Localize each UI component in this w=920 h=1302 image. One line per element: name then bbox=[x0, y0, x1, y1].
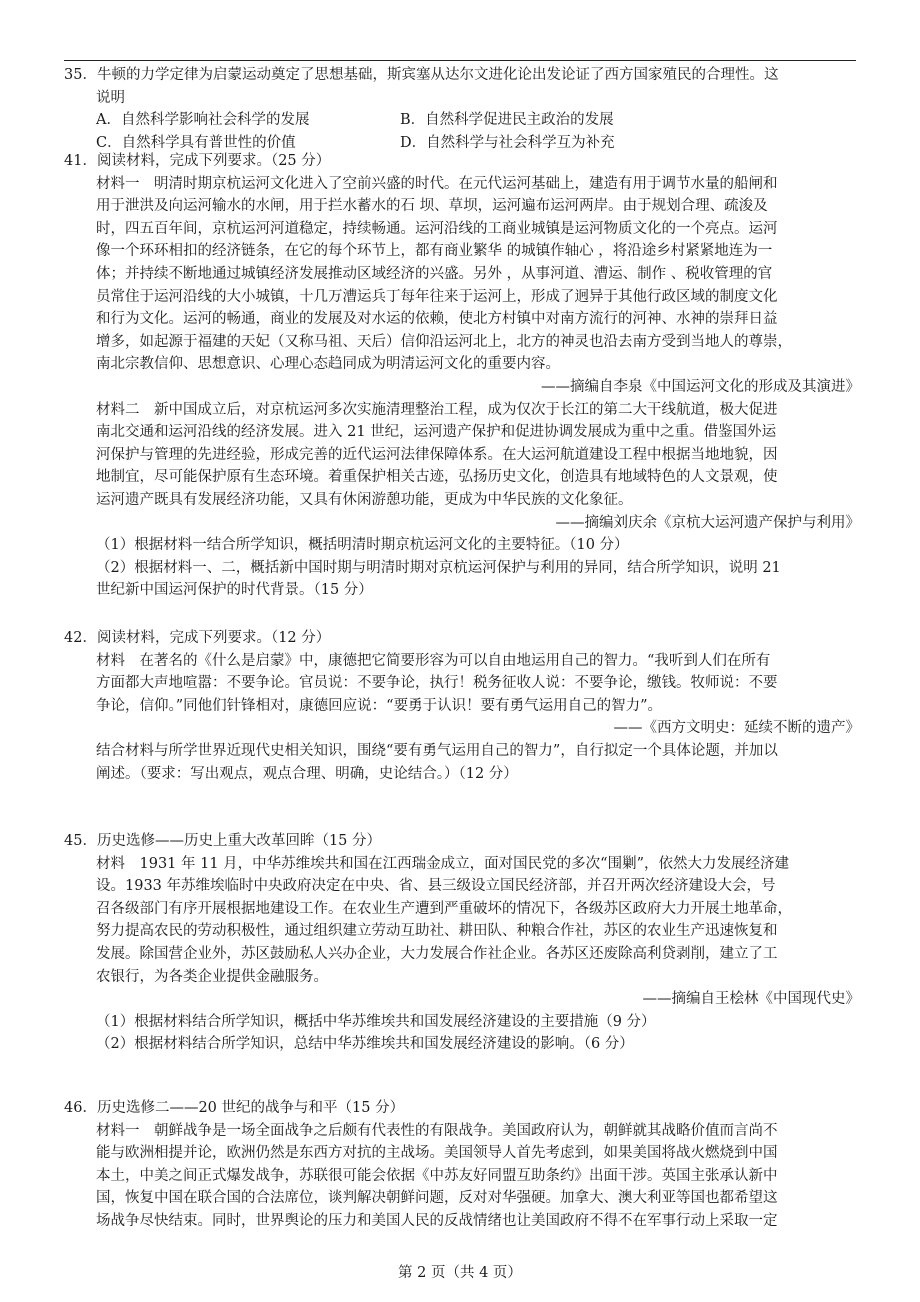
requirement-2: （2）根据材料结合所学知识，总结中华苏维埃共和国发展经济建设的影响。（6 分） bbox=[96, 1036, 634, 1053]
material-1-line: 员常住于运河沿线的大小城镇，十几万漕运兵丁每年往来于运河上，形成了迥异于其他行政区域的制度文化 bbox=[96, 288, 778, 305]
material-line: 材料 在著名的《什么是启蒙》中，康德把它简要形容为可以自由地运用自己的智力。“我听到人们在所有 bbox=[96, 652, 771, 669]
question-35 bbox=[64, 64, 860, 154]
question-46-title: 46．历史选修二——20 世纪的战争与和平（15 分） bbox=[64, 1100, 405, 1116]
material-2-line: 地制宜，尽可能保护原有生态环境。着重保护相关古迹，弘扬历史文化，创造具有地域特色的人文景观，使 bbox=[96, 469, 778, 486]
material-line: 召各级部门有序开展根据地建设工作。在农业生产遭到严重破坏的情况下，各级苏区政府大力开展土地革命， bbox=[96, 900, 792, 917]
question-42-title: 42．阅读材料，完成下列要求。（12 分） bbox=[64, 630, 331, 646]
options-row-1 bbox=[64, 109, 860, 132]
question-45-title: 45．历史选修——历史上重大改革回眸（15 分） bbox=[64, 833, 382, 849]
material-1-source: ——摘编自李泉《中国运河文化的形成及其演进》 bbox=[541, 378, 860, 395]
material-1-line: 南北宗教信仰、思想意识、心理心态趋同成为明清运河文化的重要内容。 bbox=[96, 356, 560, 373]
material-1-line: 本土，中美之间正式爆发战争，苏联很可能会依据《中苏友好同盟互助条约》出面干涉。英国主张承认新中 bbox=[96, 1167, 778, 1184]
material-1-line: 增多，如起源于福建的天妃（又称马祖、天后）信仰沿运河北上，北方的神灵也沿去南方受到当地人的尊崇， bbox=[96, 333, 792, 350]
material-source: ——摘编自王桧林《中国现代史》 bbox=[642, 991, 860, 1008]
header-rule bbox=[64, 60, 856, 61]
question-42 bbox=[64, 627, 860, 785]
option-b: B．自然科学促进民主政治的发展 bbox=[400, 112, 614, 129]
material-1-line: 能与欧洲相提并论，欧洲仍然是东西方对抗的主战场。美国领导人首先考虑到，如果美国将战火燃烧到中国 bbox=[96, 1145, 778, 1162]
page-footer: 第 2 页（共 4 页） bbox=[398, 1265, 522, 1281]
material-line: 材料 1931 年 11 月，中华苏维埃共和国在江西瑞金成立，面对国民党的多次“围剿”，依然大力发展经济建 bbox=[96, 855, 790, 872]
material-1-line: 材料一 明清时期京杭运河文化进入了空前兴盛的时代。在元代运河基础上，建造有用于调节水量的船闸和 bbox=[96, 175, 778, 192]
requirement-1: （1）根据材料一结合所学知识，概括明清时期京杭运河文化的主要特征。（10 分） bbox=[96, 537, 629, 554]
requirement: 结合材料与所学世界近现代史相关知识，围绕“要有勇气运用自己的智力”，自行拟定一个具体论题，并加以 bbox=[96, 742, 778, 759]
question-35-stem-cont: 说明 bbox=[96, 89, 125, 106]
material-2-line: 运河遗产既具有发展经济功能，又具有休闲游憩功能，更成为中华民族的文化象征。 bbox=[96, 491, 633, 508]
material-source: ——《西方文明史：延续不断的遗产》 bbox=[613, 720, 860, 737]
material-1-line: 体；并持续不断地通过城镇经济发展推动区域经济的兴盛。另外 ，从事河道、漕运、制作 、税收管理的官 bbox=[96, 265, 773, 282]
option-c: C．自然科学具有普世性的价值 bbox=[96, 134, 296, 151]
requirement-2-cont: 世纪新中国运河保护的时代背景。（15 分） bbox=[96, 582, 373, 599]
question-41-title: 41．阅读材料，完成下列要求。（25 分） bbox=[64, 153, 331, 169]
material-1-line: 时，四五百年间，京杭运河河道稳定，持续畅通。运河沿线的工商业城镇是运河物质文化的一个亮点。运河 bbox=[96, 220, 778, 237]
material-line: 设。1933 年苏维埃临时中央政府决定在中央、省、县三级设立国民经济部，并召开两次经济建设大会，号 bbox=[96, 878, 776, 895]
material-line: 农银行，为各类企业提供金融服务。 bbox=[96, 968, 328, 985]
material-1-line: 和行为文化。运河的畅通，商业的发展及对水运的依赖，使北方村镇中对南方流行的河神、水神的崇拜日益 bbox=[96, 311, 778, 328]
material-2-line: 材料二 新中国成立后，对京杭运河多次实施清理整治工程，成为仅次于长江的第二大干线航道，极大促进 bbox=[96, 401, 778, 418]
material-1-line: 场战争尽快结束。同时，世界舆论的压力和美国人民的反战情绪也让美国政府不得不在军事行动上采取一定 bbox=[96, 1212, 778, 1229]
option-d: D．自然科学与社会科学互为补充 bbox=[400, 134, 615, 151]
question-35-stem: 35．牛顿的力学定律为启蒙运动奠定了思想基础，斯宾塞从达尔文进化论出发论证了西方国家殖民的合理性。这 bbox=[64, 67, 779, 83]
question-46 bbox=[64, 1097, 860, 1233]
requirement-2: （2）根据材料一、二，概括新中国时期与明清时期对京杭运河保护与利用的异同，结合所学知识，说明 21 bbox=[96, 559, 781, 576]
material-line: 争论，信仰。”同他们针锋相对，康德回应说：“要勇于认识！要有勇气运用自己的智力”。 bbox=[96, 697, 662, 714]
question-41 bbox=[64, 150, 860, 602]
option-a: A．自然科学影响社会科学的发展 bbox=[96, 112, 310, 129]
requirement-1: （1）根据材料结合所学知识，概括中华苏维埃共和国发展经济建设的主要措施（9 分） bbox=[96, 1013, 656, 1030]
material-2-line: 南北交通和运河沿线的经济发展。进入 21 世纪，运河遗产保护和促进协调发展成为重中之重。借鉴国外运 bbox=[96, 424, 777, 441]
material-1-line: 国，恢复中国在联合国的合法席位，谈判解决朝鲜问题，反对对华强硬。加拿大、澳大利亚等国也都希望这 bbox=[96, 1190, 778, 1207]
material-2-line: 河保护与管理的先进经验，形成完善的近代运河法律保障体系。在大运河航道建设工程中根据当地地貌，因 bbox=[96, 446, 778, 463]
material-line: 努力提高农民的劳动积极性，通过组织建立劳动互助社、耕田队、种粮合作社，苏区的农业生产迅速恢复和 bbox=[96, 923, 778, 940]
material-line: 方面都大声地喧嚣：不要争论。官员说：不要争论，执行！税务征收人说：不要争论，缴钱。牧师说：不要 bbox=[96, 675, 778, 692]
material-line: 发展。除国营企业外，苏区鼓励私人兴办企业，大力发展合作社企业。各苏区还废除高利贷剥削，建立了工 bbox=[96, 945, 778, 962]
requirement-cont: 阐述。（要求：写出观点，观点合理、明确，史论结合。）（12 分） bbox=[96, 765, 518, 782]
material-2-source: ——摘编刘庆余《京杭大运河遗产保护与利用》 bbox=[555, 514, 860, 531]
material-1-line: 材料一 朝鲜战争是一场全面战争之后颇有代表性的有限战争。美国政府认为，朝鲜就其战略价值而言尚不 bbox=[96, 1122, 778, 1139]
material-1-line: 像一个环环相扣的经济链条，在它的每个环节上，都有商业繁华 的城镇作轴心 ，将沿途乡村紧紧地连为一 bbox=[96, 243, 773, 260]
question-45 bbox=[64, 830, 860, 1056]
material-1-line: 用于泄洪及向运河输水的水闸，用于拦水蓄水的石 坝、草坝，运河遍布运河两岸。由于规划合理、疏浚及 bbox=[96, 198, 768, 215]
